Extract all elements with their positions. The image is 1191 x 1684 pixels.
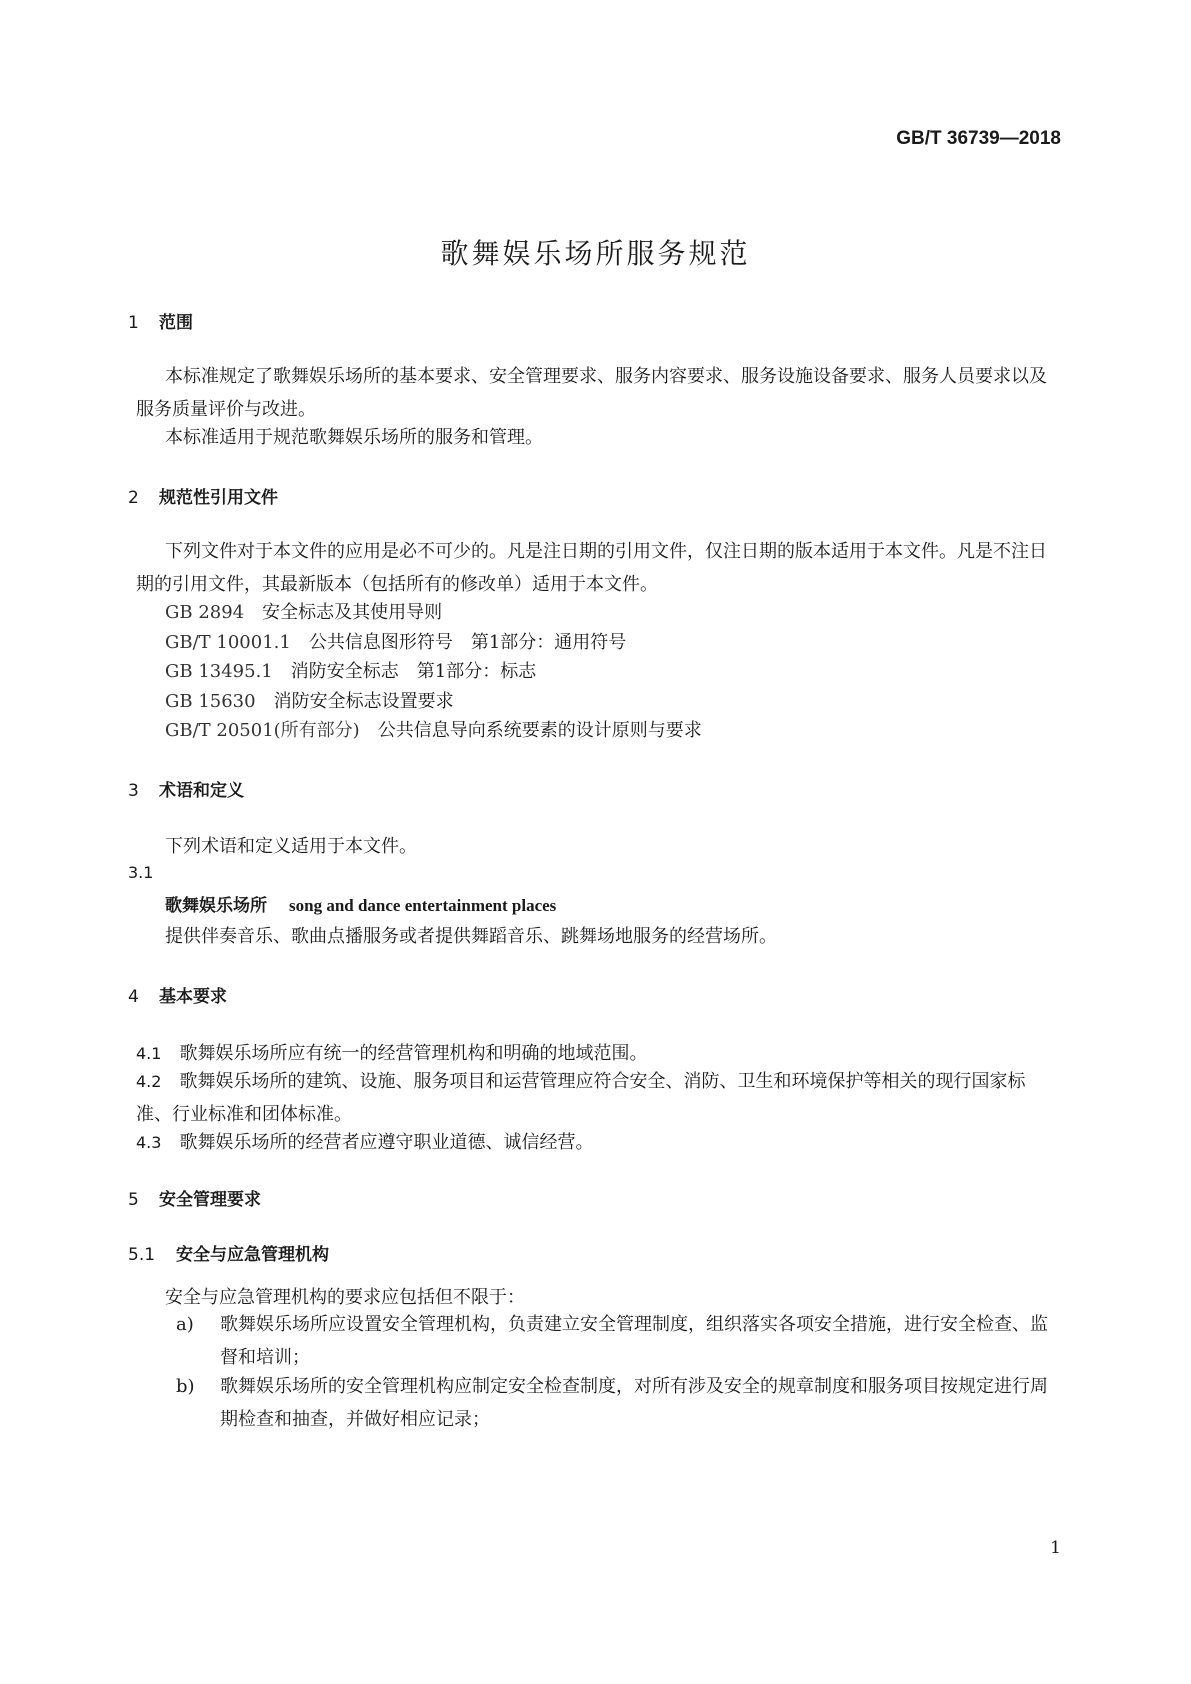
reference-item (165, 687, 454, 713)
clause-number: 4.1 (136, 1044, 162, 1063)
reference-code: GB/T 10001.1 (165, 632, 291, 653)
reference-item (165, 657, 536, 683)
reference-item (165, 716, 702, 742)
document-title: 歌舞娱乐场所服务规范 (440, 237, 751, 270)
clause-number: 4.2 (136, 1072, 162, 1091)
list-item (176, 1370, 1060, 1436)
list-marker: b) (176, 1376, 195, 1397)
reference-item (165, 598, 442, 624)
subsection-title: 安全与应急管理机构 (176, 1245, 329, 1265)
reference-name: 公共信息图形符号 第1部分：通用符号 (308, 632, 627, 653)
reference-code: GB 13495.1 (165, 661, 273, 682)
reference-name: 消防安全标志 第1部分：标志 (290, 661, 537, 682)
list-marker: a) (176, 1314, 194, 1335)
reference-name: 安全标志及其使用导则 (262, 602, 443, 623)
paragraph: 下列术语和定义适用于本文件。 (165, 836, 417, 857)
section-5-heading (128, 1185, 261, 1210)
section-number: 1 (128, 313, 139, 333)
section-title: 安全管理要求 (159, 1190, 261, 1210)
section-number: 5 (128, 1190, 139, 1210)
section-4-heading (128, 982, 227, 1007)
section-number: 4 (128, 987, 139, 1007)
list-item (176, 1308, 1060, 1374)
section-number: 2 (128, 488, 139, 508)
term-heading (165, 891, 556, 916)
clause-text: 歌舞娱乐场所的建筑、设施、服务项目和运营管理应符合安全、消防、卫生和环境保护等相关的现行国家标准、行业标准和团体标准。 (136, 1071, 1026, 1125)
clause-text: 歌舞娱乐场所的经营者应遵守职业道德、诚信经营。 (179, 1132, 594, 1153)
paragraph: 下列文件对于本文件的应用是必不可少的。凡是注日期的引用文件，仅注日期的版本适用于本文件。凡是不注日期的引用文件，其最新版本（包括所有的修改单）适用于本文件。 (136, 541, 1047, 595)
list-text: 歌舞娱乐场所应设置安全管理机构，负责建立安全管理制度，组织落实各项安全措施，进行安全检查、监督和培训； (220, 1314, 1048, 1368)
paragraph: 本标准规定了歌舞娱乐场所的基本要求、安全管理要求、服务内容要求、服务设施设备要求、服务人员要求以及服务质量评价与改进。 (136, 366, 1047, 420)
page-number: 1 (1050, 1538, 1061, 1558)
section-2-heading (128, 483, 278, 508)
clause-text: 歌舞娱乐场所应有统一的经营管理机构和明确的地域范围。 (179, 1043, 648, 1064)
section-1-heading (128, 308, 193, 333)
standard-number: GB/T 36739—2018 (896, 128, 1061, 149)
section-3-heading (128, 776, 244, 801)
reference-name: 消防安全标志设置要求 (273, 691, 454, 712)
paragraph: 本标准适用于规范歌舞娱乐场所的服务和管理。 (165, 427, 543, 448)
reference-name: 公共信息导向系统要素的设计原则与要求 (377, 720, 702, 741)
clause-number: 4.3 (136, 1133, 162, 1152)
paragraph: 安全与应急管理机构的要求应包括但不限于： (165, 1287, 525, 1308)
reference-code: GB 2894 (165, 602, 245, 623)
section-number: 3 (128, 781, 139, 801)
reference-item (165, 628, 626, 654)
term-number: 3.1 (128, 863, 154, 882)
clause (136, 1065, 1060, 1131)
term-definition: 提供伴奏音乐、歌曲点播服务或者提供舞蹈音乐、跳舞场地服务的经营场所。 (165, 926, 777, 947)
section-title: 规范性引用文件 (159, 488, 278, 508)
reference-code: GB/T 20501(所有部分) (165, 720, 360, 741)
section-title: 基本要求 (159, 987, 227, 1007)
section-title: 术语和定义 (159, 781, 244, 801)
subsection-5-1-heading (128, 1240, 329, 1265)
term-english: song and dance entertainment places (289, 896, 557, 915)
term-chinese: 歌舞娱乐场所 (165, 896, 267, 916)
section-title: 范围 (159, 313, 193, 333)
subsection-number: 5.1 (128, 1245, 156, 1265)
list-text: 歌舞娱乐场所的安全管理机构应制定安全检查制度，对所有涉及安全的规章制度和服务项目按规定进行周期检查和抽查，并做好相应记录； (220, 1376, 1048, 1430)
reference-code: GB 15630 (165, 691, 256, 712)
clause (136, 1126, 1060, 1159)
